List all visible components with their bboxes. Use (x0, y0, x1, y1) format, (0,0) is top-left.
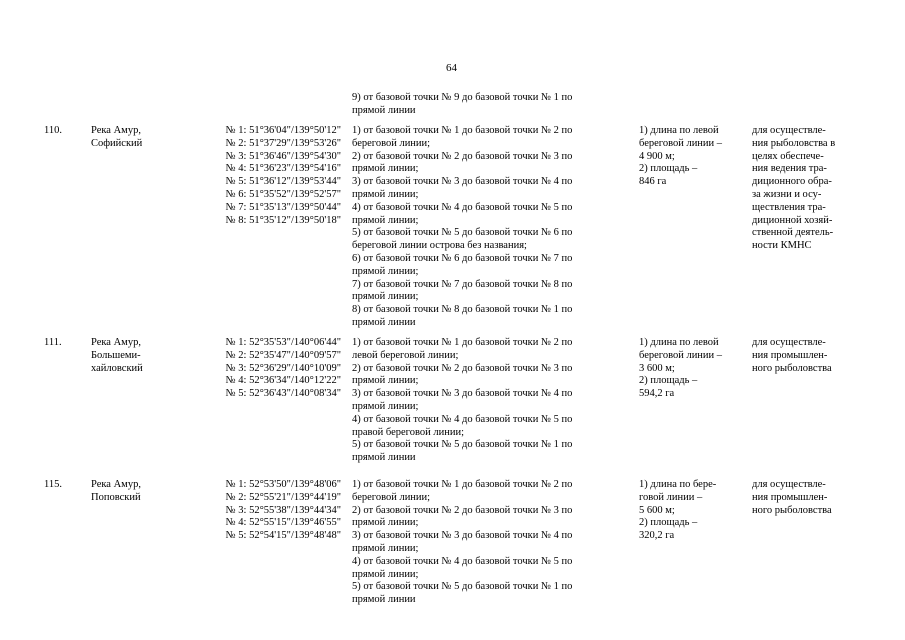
site-name: Река Амур, Софийский (91, 125, 143, 149)
row-number: 110. (44, 125, 62, 136)
coordinates: № 1: 52°35'53"/140°06'44" № 2: 52°35'47"/140°09'57" № 3: 52°36'29"/140°10'09" № 4: 52°36'34"/140°12'22" № 5: 52°36'43"/140°08'34" (225, 337, 341, 400)
boundary-description: 1) от базовой точки № 1 до базовой точки № 2 по береговой линии; 2) от базовой точки № 2 до базовой точки № 3 по прямой линии; 3) от базовой точки № 3 до базовой точки № 4 по прямой линии; 4) от базовой точки № 4 до базовой точки № 5 по прямой линии; 5) от базовой точки № 5 до базовой точки № 1 по прямой линии (352, 479, 573, 606)
purpose: для осуществле- ния рыболовства в целях обеспече- ния ведения тра- диционного обра- за жизни и осу- ществления тра- диционной хозяй- ственной деятель- ности КМНС (752, 125, 836, 252)
boundary-description: 1) от базовой точки № 1 до базовой точки № 2 по береговой линии; 2) от базовой точки № 2 до базовой точки № 3 по прямой линии; 3) от базовой точки № 3 до базовой точки № 4 по прямой линии; 4) от базовой точки № 4 до базовой точки № 5 по прямой линии; 5) от базовой точки № 5 до базовой точки № 6 по береговой линии острова без названия; 6) от базовой точки № 6 до базовой точки № 7 по прямой линии; 7) от базовой точки № 7 до базовой точки № 8 по прямой линии; 8) от базовой точки № 8 до базовой точки № 1 по прямой линии (352, 125, 573, 328)
purpose: для осуществле- ния промышлен- ного рыболовства (752, 479, 832, 516)
site-name: Река Амур, Большеми- хайловский (91, 337, 143, 374)
length-area: 1) длина по бере- говой линии – 5 600 м; 2) площадь – 320,2 га (639, 479, 717, 542)
continuation-text: 9) от базовой точки № 9 до базовой точки № 1 по прямой линии (352, 92, 573, 116)
row-number: 111. (44, 337, 62, 348)
coordinates: № 1: 52°53'50"/139°48'06" № 2: 52°55'21"/139°44'19" № 3: 52°55'38"/139°44'34" № 4: 52°55'15"/139°46'55" № 5: 52°54'15"/139°48'48" (225, 479, 341, 542)
length-area: 1) длина по левой береговой линии – 4 900 м; 2) площадь – 846 га (639, 125, 723, 188)
boundary-description: 1) от базовой точки № 1 до базовой точки № 2 по левой береговой линии; 2) от базовой точки № 2 до базовой точки № 3 по прямой линии; 3) от базовой точки № 3 до базовой точки № 4 по прямой линии; 4) от базовой точки № 4 до базовой точки № 5 по правой береговой линии; 5) от базовой точки № 5 до базовой точки № 1 по прямой линии (352, 337, 573, 464)
page-number: 64 (446, 62, 457, 74)
length-area: 1) длина по левой береговой линии – 3 600 м; 2) площадь – 594,2 га (639, 337, 723, 400)
row-number: 115. (44, 479, 62, 490)
purpose: для осуществле- ния промышлен- ного рыболовства (752, 337, 832, 374)
coordinates: № 1: 51°36'04"/139°50'12" № 2: 51°37'29"/139°53'26" № 3: 51°36'46"/139°54'30" № 4: 51°36'23"/139°54'16" № 5: 51°36'12"/139°53'44" № 6: 51°35'52"/139°52'57" № 7: 51°35'13"/139°50'44" № 8: 51°35'12"/139°50'18" (225, 125, 341, 226)
site-name: Река Амур, Поповский (91, 479, 141, 503)
